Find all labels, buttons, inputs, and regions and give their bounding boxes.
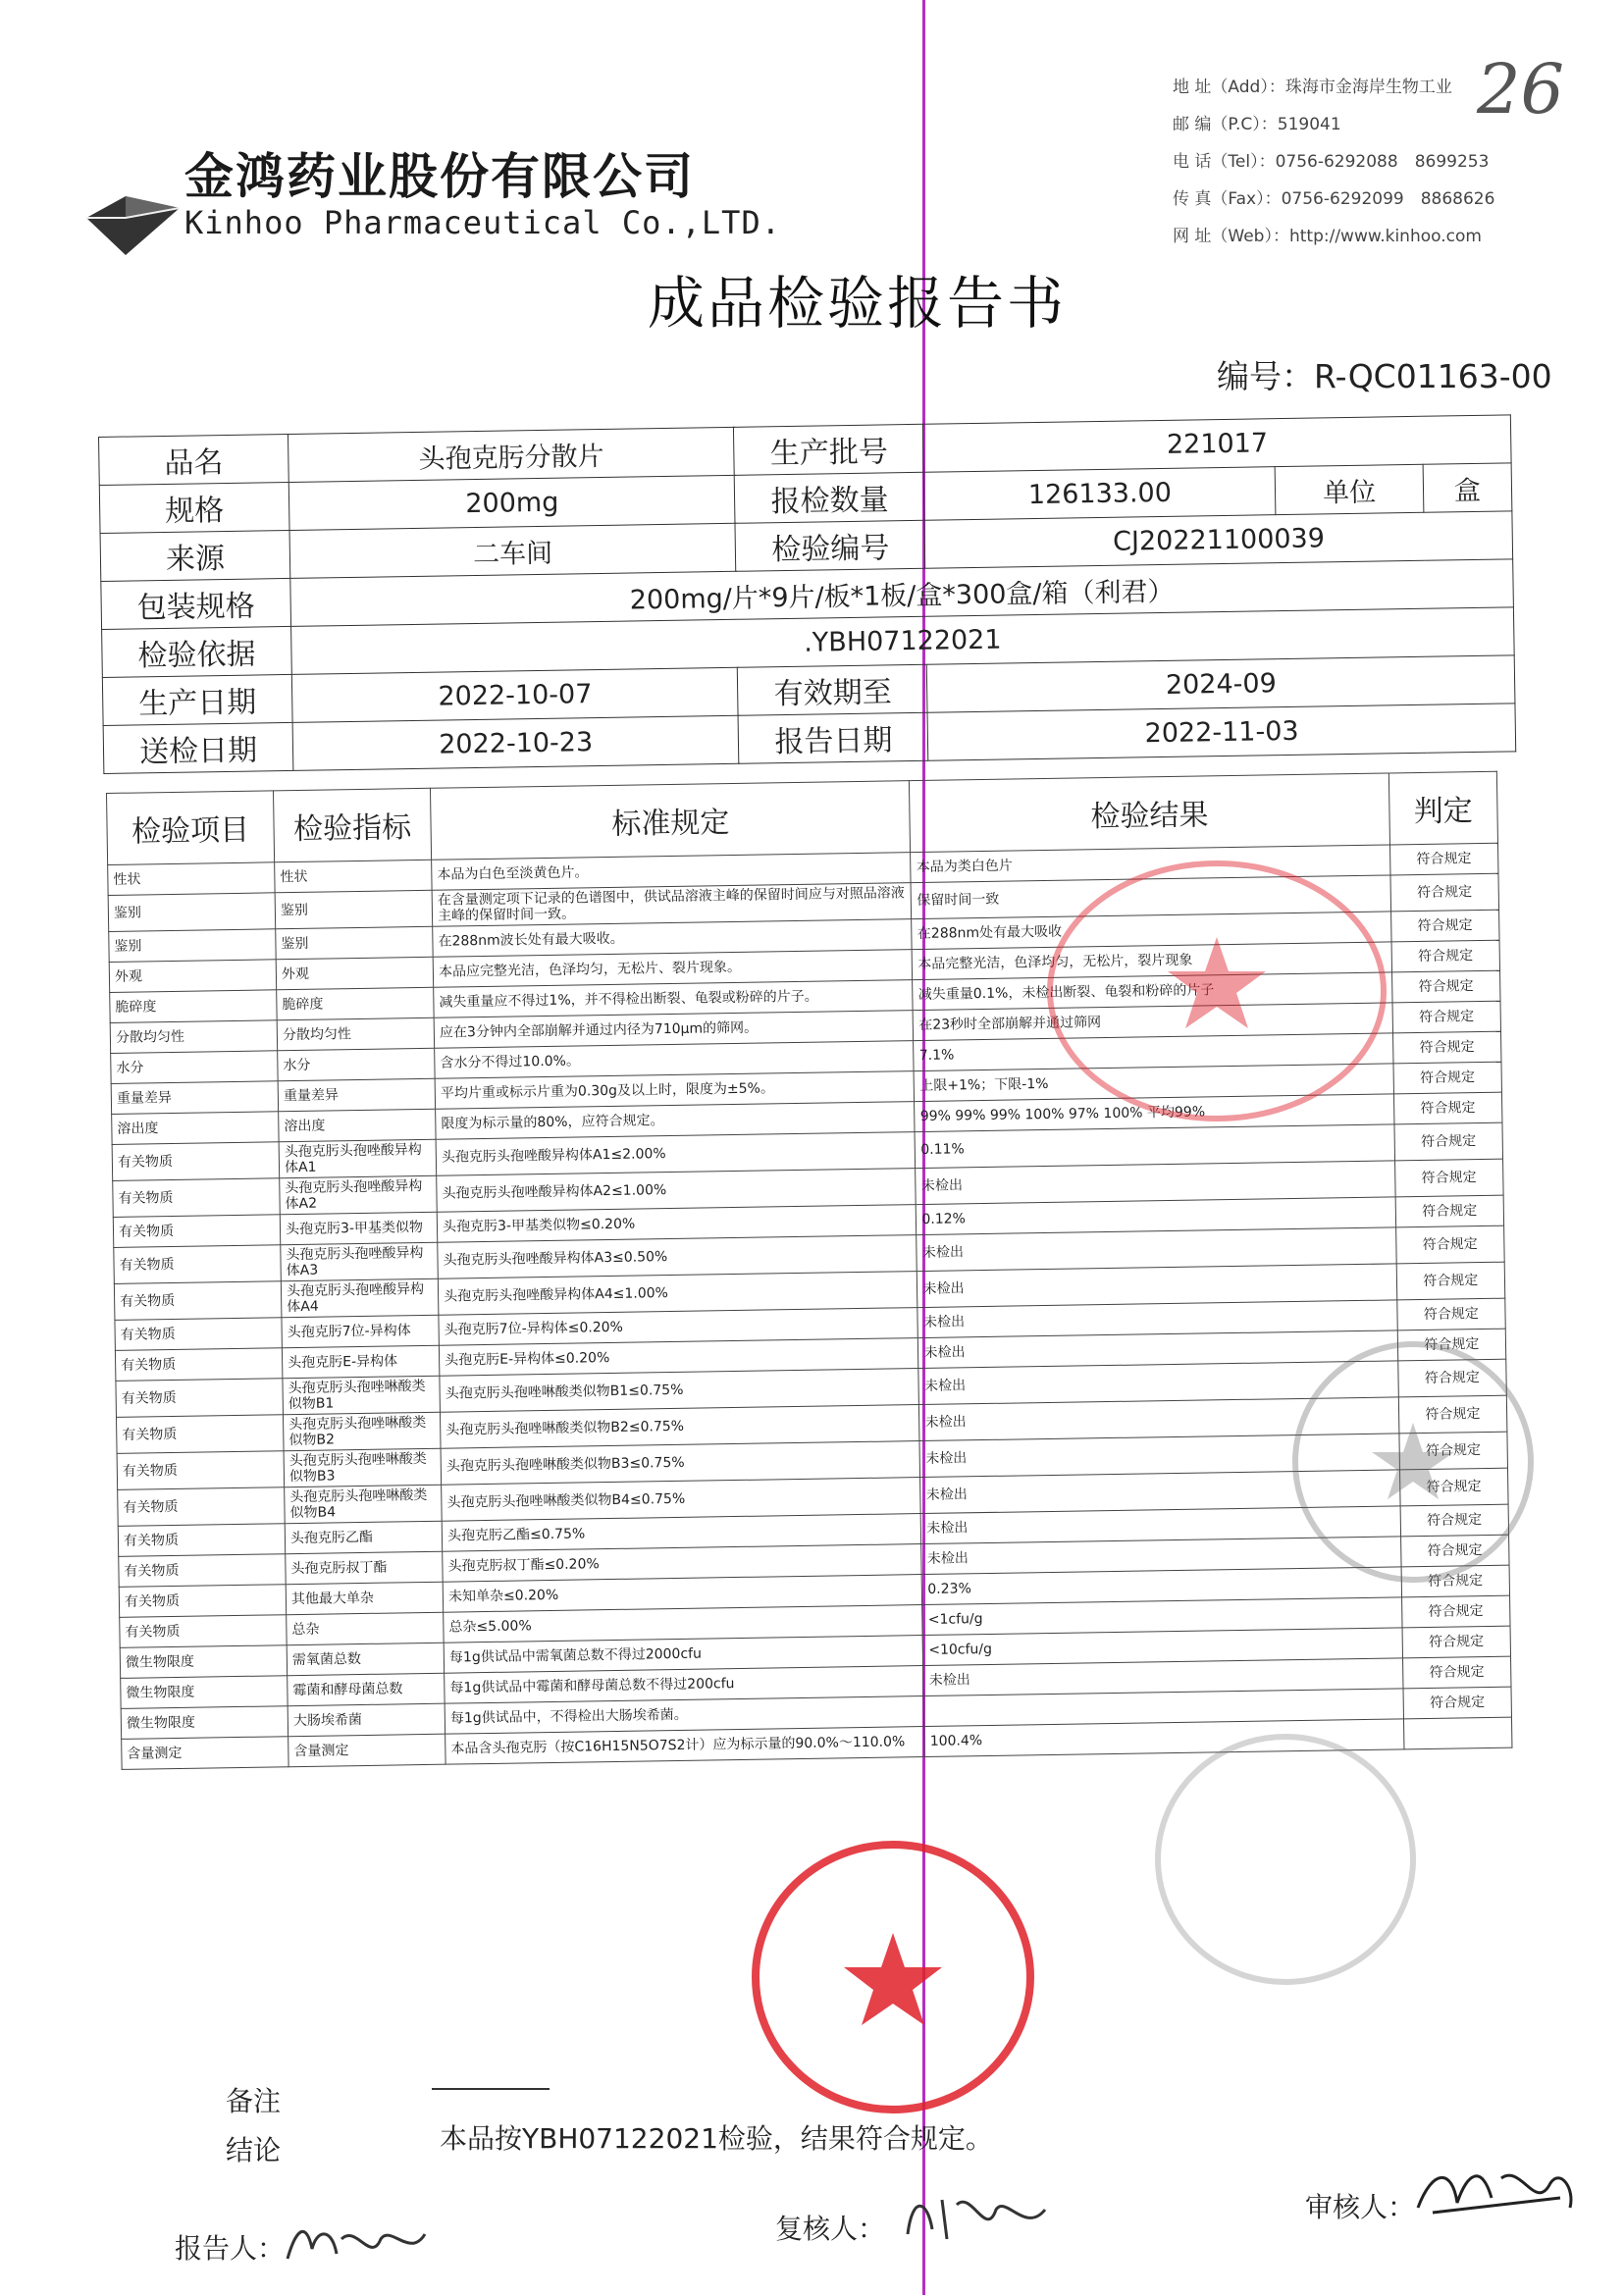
seal-gray-right <box>1285 1334 1541 1590</box>
test-verdict: 符合规定 <box>1394 1122 1503 1161</box>
test-result: 本品完整光洁，色泽均匀，无松片，裂片现象 <box>913 942 1391 980</box>
contact-web: 网 址（Web）：http://www.kinhoo.com <box>1173 227 1482 246</box>
test-verdict: 符合规定 <box>1400 1535 1509 1567</box>
test-result: 未检出 <box>917 1227 1396 1272</box>
batch-label: 生产批号 <box>734 424 924 475</box>
test-result: 0.12% <box>917 1197 1395 1235</box>
test-standard: 头孢克肟3-甲基类似物≤0.20% <box>437 1205 917 1243</box>
test-item: 外观 <box>109 960 276 993</box>
test-index: 其他最大单杂 <box>286 1582 444 1615</box>
test-standard: 头孢克肟7位-异构体≤0.20% <box>439 1308 918 1346</box>
test-index: 水分 <box>278 1048 436 1081</box>
document-title: 成品检验报告书 <box>648 270 1068 337</box>
test-item: 鉴别 <box>108 893 276 932</box>
company-logo-icon <box>86 196 180 255</box>
test-item: 微生物限度 <box>121 1706 288 1740</box>
test-index: 头孢克肟7位-异构体 <box>282 1315 440 1348</box>
test-standard: 每1g供试品中霉菌和酵母菌总数不得过200cfu <box>445 1666 924 1704</box>
test-item: 水分 <box>111 1051 278 1084</box>
test-index: 脆碎度 <box>277 987 435 1020</box>
test-item: 有关物质 <box>116 1415 284 1454</box>
test-item: 分散均匀性 <box>110 1020 277 1054</box>
test-result: 未检出 <box>917 1264 1397 1308</box>
test-index: 含量测定 <box>288 1734 446 1767</box>
test-standard: 头孢克肟乙酯≤0.75% <box>442 1514 921 1552</box>
test-item: 有关物质 <box>112 1142 280 1181</box>
test-result: 未检出 <box>923 1658 1402 1696</box>
submit-date-value: 2022-10-23 <box>292 715 739 770</box>
test-index: 头孢克肟头孢唑酸异构体A4 <box>281 1278 439 1318</box>
test-index: 头孢克肟头孢唑啉酸类似物B1 <box>283 1376 441 1415</box>
contact-fax: 传 真（Fax）：0756-6292099 8868626 <box>1173 189 1495 209</box>
test-verdict: 符合规定 <box>1397 1359 1506 1397</box>
test-item: 有关物质 <box>119 1585 286 1618</box>
test-item: 有关物质 <box>115 1348 282 1382</box>
test-item: 有关物质 <box>114 1245 282 1284</box>
test-verdict: 符合规定 <box>1401 1565 1510 1597</box>
test-verdict: 符合规定 <box>1391 970 1500 1003</box>
spec-value: 200mg <box>288 475 735 530</box>
test-result: 未检出 <box>919 1434 1399 1478</box>
test-index: 鉴别 <box>275 890 433 929</box>
contact-postcode: 邮 编（P.C）：519041 <box>1173 115 1341 134</box>
test-standard: 减失重量应不得过1%，并不得检出断裂、龟裂或粉碎的片子。 <box>434 980 914 1018</box>
test-standard: 本品为白色至淡黄色片。 <box>432 853 912 891</box>
test-index: 分散均匀性 <box>277 1017 435 1051</box>
test-standard: 总杂≤5.00% <box>444 1605 923 1643</box>
test-result: 未检出 <box>919 1397 1399 1441</box>
expiry-value: 2024-09 <box>927 655 1515 712</box>
test-index: 外观 <box>276 957 434 990</box>
header-standard: 标准规定 <box>431 781 911 861</box>
test-verdict: 符合规定 <box>1390 910 1499 942</box>
test-result: 99% 99% 99% 100% 97% 100% 平均99% <box>915 1094 1393 1132</box>
test-item: 含量测定 <box>122 1737 288 1770</box>
test-verdict: 符合规定 <box>1392 1031 1501 1064</box>
test-item: 有关物质 <box>120 1615 287 1648</box>
test-result: 未检出 <box>918 1361 1398 1405</box>
basis-label: 检验依据 <box>102 626 292 677</box>
test-item: 有关物质 <box>117 1451 285 1490</box>
test-standard: 头孢克肟头孢唑酸异构体A2≤1.00% <box>437 1169 917 1213</box>
contact-block <box>1173 69 1494 255</box>
product-name-label: 品名 <box>99 434 289 485</box>
auditor-signature <box>1413 2159 1580 2227</box>
spec-label: 规格 <box>99 482 289 533</box>
test-result: 在23秒时全部崩解并通过筛网 <box>914 1003 1392 1041</box>
test-verdict: 符合规定 <box>1401 1595 1510 1628</box>
test-result: 100.4% <box>924 1719 1403 1757</box>
test-no-value: CJ20221100039 <box>924 511 1512 568</box>
test-index: 头孢克肟3-甲基类似物 <box>280 1212 438 1245</box>
test-standard: 每1g供试品中需氧菌总数不得过2000cfu <box>444 1636 923 1674</box>
test-verdict: 符合规定 <box>1395 1195 1504 1227</box>
contact-tel: 电 话（Tel）：0756-6292088 8699253 <box>1173 152 1490 172</box>
test-index: 头孢克肟头孢唑啉酸类似物B4 <box>285 1485 443 1524</box>
test-verdict: 符合规定 <box>1391 940 1500 972</box>
qty-label: 报检数量 <box>735 472 925 523</box>
remark-label: 备注 <box>226 2085 282 2117</box>
test-standard: 头孢克肟头孢唑啉酸类似物B3≤0.75% <box>441 1441 920 1486</box>
test-verdict: 符合规定 <box>1390 873 1499 912</box>
test-item: 鉴别 <box>109 929 276 963</box>
source-label: 来源 <box>100 530 290 581</box>
expiry-label: 有效期至 <box>738 664 928 715</box>
test-index: 大肠埃希菌 <box>288 1703 445 1737</box>
test-index: 头孢克肟头孢唑酸异构体A1 <box>279 1139 437 1178</box>
test-result: 未检出 <box>917 1300 1396 1338</box>
test-result: <10cfu/g <box>923 1628 1402 1666</box>
contact-address: 地 址（Add）：珠海市金海岸生物工业 <box>1173 78 1452 97</box>
reporter-label: 报告人： <box>175 2232 286 2265</box>
test-standard: 应在3分钟内全部崩解并通过内径为710μm的筛网。 <box>434 1011 914 1049</box>
test-standard: 在含量测定项下记录的色谱图中，供试品溶液主峰的保留时间应与对照品溶液主峰的保留时间一致。 <box>432 883 912 927</box>
test-verdict: 符合规定 <box>1396 1262 1505 1300</box>
unit-label: 单位 <box>1275 464 1423 514</box>
test-index: 头孢克肟头孢唑啉酸类似物B2 <box>283 1412 441 1451</box>
seal-gray-bottom <box>1148 1727 1423 1992</box>
reporter-signature <box>283 2219 430 2269</box>
test-item: 性状 <box>108 862 275 896</box>
test-item: 有关物质 <box>118 1487 286 1527</box>
test-item: 溶出度 <box>112 1112 279 1145</box>
company-name-cn: 金鸿药业股份有限公司 <box>184 148 695 205</box>
qty-value: 126133.00 <box>924 467 1276 521</box>
test-verdict: 符合规定 <box>1396 1298 1505 1330</box>
test-standard: 头孢克肟头孢唑酸异构体A1≤2.00% <box>436 1132 916 1176</box>
test-result: 未检出 <box>916 1161 1395 1205</box>
test-standard: 头孢克肟头孢唑啉酸类似物B4≤0.75% <box>442 1478 921 1522</box>
test-standard: 头孢克肟叔丁酯≤0.20% <box>443 1544 922 1583</box>
reviewer-label: 复核人： <box>775 2213 886 2245</box>
test-result: 未检出 <box>918 1330 1397 1369</box>
test-standard: 头孢克肟头孢唑啉酸类似物B1≤0.75% <box>440 1369 919 1413</box>
test-index: 性状 <box>275 860 433 893</box>
test-result: 上限+1%；下限-1% <box>915 1064 1393 1102</box>
test-item: 有关物质 <box>115 1318 282 1351</box>
test-verdict: 符合规定 <box>1400 1504 1509 1537</box>
test-no-label: 检验编号 <box>735 520 925 571</box>
test-index: 鉴别 <box>276 926 434 960</box>
header-verdict: 判定 <box>1388 771 1498 845</box>
test-index: 头孢克肟叔丁酯 <box>286 1551 444 1585</box>
test-standard: 本品含头孢克肟（按C16H15N5O7S2计）应为标示量的90.0%～110.0% <box>445 1727 925 1765</box>
test-index: 头孢克肟头孢唑酸异构体A2 <box>280 1175 438 1215</box>
seal-pharmacy-red <box>1040 844 1393 1138</box>
test-item: 有关物质 <box>113 1215 280 1248</box>
test-result: 未检出 <box>920 1470 1400 1514</box>
test-verdict: 符合规定 <box>1389 843 1498 875</box>
header-item: 检验项目 <box>107 791 275 865</box>
test-index: 需氧菌总数 <box>287 1643 445 1676</box>
auditor-label: 审核人： <box>1305 2191 1416 2223</box>
test-item: 有关物质 <box>114 1281 282 1321</box>
test-verdict: 符合规定 <box>1393 1092 1502 1124</box>
product-info-table <box>98 414 1516 774</box>
mfg-date-value: 2022-10-07 <box>291 667 738 722</box>
test-index: 头孢克肟头孢唑酸异构体A3 <box>281 1242 439 1281</box>
test-result: 在288nm处有最大吸收 <box>912 912 1390 950</box>
test-result: 未检出 <box>921 1537 1400 1575</box>
test-item: 有关物质 <box>119 1554 286 1588</box>
test-result: 本品为类白色片 <box>911 845 1389 883</box>
test-verdict: 符合规定 <box>1394 1159 1503 1197</box>
test-result: <1cfu/g <box>922 1597 1401 1636</box>
test-verdict: 符合规定 <box>1402 1626 1511 1658</box>
company-name-en: Kinhoo Pharmaceutical Co.,LTD. <box>184 204 781 241</box>
pack-label: 包装规格 <box>101 578 291 629</box>
test-verdict: 符合规定 <box>1398 1395 1507 1434</box>
test-standard: 头孢克肟E-异构体≤0.20% <box>439 1338 918 1377</box>
test-standard: 头孢克肟头孢唑酸异构体A3≤0.50% <box>438 1235 917 1279</box>
report-number: 编号：R-QC01163-00 <box>1217 357 1552 395</box>
test-verdict: 符合规定 <box>1398 1432 1507 1470</box>
test-item: 有关物质 <box>116 1379 284 1418</box>
test-index: 头孢克肟乙酯 <box>285 1521 443 1554</box>
seal-quality-dept-red <box>746 1835 1040 2119</box>
product-name: 头孢克肟分散片 <box>288 427 734 482</box>
test-index: 头孢克肟E-异构体 <box>282 1345 440 1379</box>
report-date-label: 报告日期 <box>739 712 929 763</box>
test-verdict: 符合规定 <box>1403 1687 1512 1719</box>
batch-value: 221017 <box>923 415 1511 472</box>
test-index: 总杂 <box>287 1612 445 1645</box>
test-result: 保留时间一致 <box>912 875 1391 919</box>
page-number: 26 <box>1477 49 1565 130</box>
conclusion-text: 本品按YBH07122021检验，结果符合规定。 <box>440 2122 993 2155</box>
report-date-value: 2022-11-03 <box>927 704 1515 760</box>
test-index: 头孢克肟头孢唑啉酸类似物B3 <box>284 1448 442 1487</box>
test-result: 0.23% <box>922 1567 1401 1605</box>
conclusion-label: 结论 <box>226 2134 282 2166</box>
test-item: 微生物限度 <box>121 1676 288 1709</box>
test-index: 霉菌和酵母菌总数 <box>288 1673 445 1706</box>
source-value: 二车间 <box>289 523 736 578</box>
test-standard: 平均片重或标示片重为0.30g及以上时，限度为±5%。 <box>435 1071 915 1110</box>
test-standard: 在288nm波长处有最大吸收。 <box>433 919 913 958</box>
header-index: 检验指标 <box>274 788 432 862</box>
test-standard: 未知单杂≤0.20% <box>443 1575 922 1613</box>
test-standard: 头孢克肟头孢唑啉酸类似物B2≤0.75% <box>441 1405 920 1449</box>
test-standard: 本品应完整光洁，色泽均匀，无松片、裂片现象。 <box>433 950 913 988</box>
unit-value: 盒 <box>1423 463 1512 512</box>
test-result: 7.1% <box>914 1033 1392 1071</box>
test-index: 溶出度 <box>279 1109 437 1142</box>
test-item: 重量差异 <box>111 1081 278 1115</box>
test-result: 减失重量0.1%，未检出断裂、龟裂和粉碎的片子 <box>913 972 1391 1011</box>
test-verdict: 符合规定 <box>1395 1226 1504 1264</box>
test-verdict: 符合规定 <box>1392 1001 1501 1033</box>
pack-value: 200mg/片*9片/板*1板/盒*300盒/箱（利君） <box>290 559 1514 627</box>
test-result: 未检出 <box>921 1506 1400 1544</box>
submit-date-label: 送检日期 <box>103 722 293 773</box>
test-verdict: 符合规定 <box>1393 1062 1502 1094</box>
basis-value: .YBH07122021 <box>291 607 1515 675</box>
header-result: 检验结果 <box>910 773 1389 853</box>
test-verdict: 符合规定 <box>1397 1329 1506 1361</box>
test-standard: 含水分不得过10.0%。 <box>435 1041 915 1079</box>
mfg-date-label: 生产日期 <box>102 674 292 725</box>
test-verdict: 符合规定 <box>1399 1468 1508 1506</box>
test-verdict: 符合规定 <box>1402 1656 1511 1689</box>
test-item: 有关物质 <box>113 1178 281 1218</box>
remark-line <box>432 2088 550 2090</box>
test-item: 微生物限度 <box>120 1645 287 1679</box>
test-standard: 限度为标示量的80%，应符合规定。 <box>436 1102 916 1140</box>
test-standard: 头孢克肟头孢唑酸异构体A4≤1.00% <box>438 1272 917 1316</box>
test-item: 脆碎度 <box>110 990 277 1023</box>
test-index: 重量差异 <box>278 1078 436 1112</box>
test-standard: 每1g供试品中，不得检出大肠埃希菌。 <box>445 1696 924 1735</box>
reviewer-signature <box>903 2190 1050 2244</box>
test-item: 有关物质 <box>118 1524 285 1557</box>
test-result: 0.11% <box>916 1124 1395 1169</box>
